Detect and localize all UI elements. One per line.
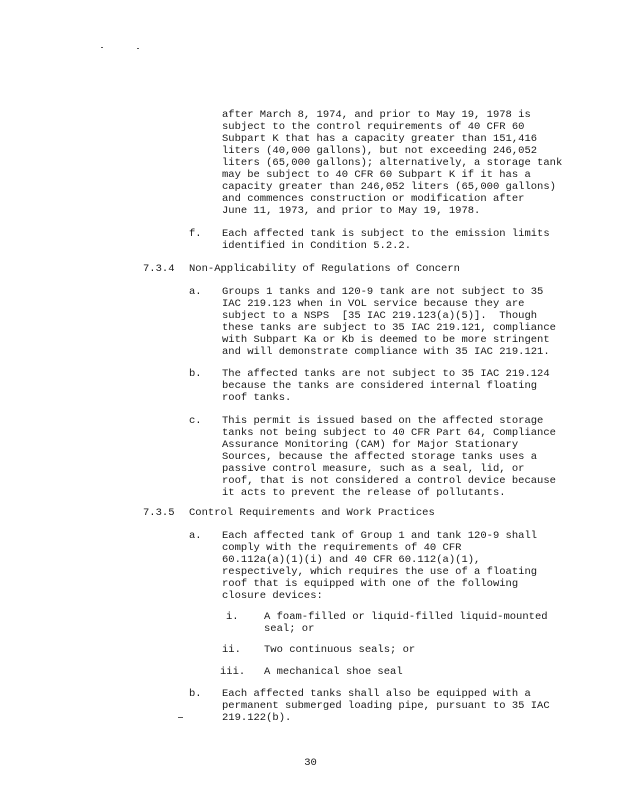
text-line: comply with the requirements of 40 CFR xyxy=(222,542,462,554)
section-number: 7.3.4 xyxy=(143,263,175,275)
item-marker: f. xyxy=(189,228,202,240)
text-line: roof that is equipped with one of the following xyxy=(222,578,519,590)
text-line: and commences construction or modification after xyxy=(222,193,525,205)
text-line: liters (65,000 gallons); alternatively, a storage tank xyxy=(222,157,563,169)
text-line: subject to a NSPS [35 IAC 219.123(a)(5)]. Though xyxy=(222,310,538,322)
scan-speck xyxy=(101,47,103,48)
text-line: may be subject to 40 CFR 60 Subpart K if it has a xyxy=(222,169,531,181)
text-line: because the tanks are considered internal floating xyxy=(222,380,538,392)
text-line: tanks not being subject to 40 CFR Part 64, Compliance xyxy=(222,427,556,439)
text-line: Subpart K that has a capacity greater than 151,416 xyxy=(222,133,538,145)
text-line: and will demonstrate compliance with 35 IAC 219.121. xyxy=(222,346,550,358)
text-line: Each affected tank is subject to the emission limits xyxy=(222,228,550,240)
text-line: it acts to prevent the release of pollutants. xyxy=(222,487,506,499)
text-line: after March 8, 1974, and prior to May 19, 1978 is xyxy=(222,109,531,121)
text-line: IAC 219.123 when in VOL service because they are xyxy=(222,298,525,310)
text-line: closure devices: xyxy=(222,590,323,602)
item-marker: iii. xyxy=(220,666,246,678)
text-line: Groups 1 tanks and 120-9 tank are not subject to 35 xyxy=(222,286,544,298)
text-line: capacity greater than 246,052 liters (65,000 gallons) xyxy=(222,181,556,193)
section-title: Control Requirements and Work Practices xyxy=(189,507,435,519)
item-marker: a. xyxy=(189,530,202,542)
text-line: 60.112a(a)(1)(i) and 40 CFR 60.112(a)(1), xyxy=(222,554,481,566)
page-number: 30 xyxy=(304,757,317,769)
text-line: Each affected tanks shall also be equipped with a xyxy=(222,688,531,700)
text-line: Assurance Monitoring (CAM) for Major Stationary xyxy=(222,439,519,451)
scan-speck xyxy=(137,48,139,49)
text-line: identified in Condition 5.2.2. xyxy=(222,240,412,252)
text-line: passive control measure, such as a seal, lid, or xyxy=(222,463,525,475)
scan-speck xyxy=(178,717,183,718)
text-line: liters (40,000 gallons), but not exceeding 246,052 xyxy=(222,145,538,157)
text-line: Two continuous seals; or xyxy=(264,644,416,656)
text-line: The affected tanks are not subject to 35 IAC 219.124 xyxy=(222,368,550,380)
text-line: these tanks are subject to 35 IAC 219.121, compliance xyxy=(222,322,556,334)
text-line: This permit is issued based on the affected storage xyxy=(222,415,544,427)
text-line: seal; or xyxy=(264,623,315,635)
item-marker: c. xyxy=(189,415,202,427)
section-title: Non-Applicability of Regulations of Concern xyxy=(189,263,460,275)
item-marker: ii. xyxy=(222,644,241,656)
text-line: Sources, because the affected storage tanks uses a xyxy=(222,451,538,463)
text-line: A mechanical shoe seal xyxy=(264,666,403,678)
text-line: Each affected tank of Group 1 and tank 120-9 shall xyxy=(222,530,538,542)
text-line: roof tanks. xyxy=(222,392,292,404)
section-number: 7.3.5 xyxy=(143,507,175,519)
text-line: respectively, which requires the use of a floating xyxy=(222,566,538,578)
text-line: June 11, 1973, and prior to May 19, 1978. xyxy=(222,205,481,217)
text-line: roof, that is not considered a control device because xyxy=(222,475,556,487)
text-line: subject to the control requirements of 40 CFR 60 xyxy=(222,121,525,133)
item-marker: a. xyxy=(189,286,202,298)
text-line: A foam-filled or liquid-filled liquid-mounted xyxy=(264,611,548,623)
text-line: with Subpart Ka or Kb is deemed to be more stringent xyxy=(222,334,550,346)
item-marker: i. xyxy=(226,611,239,623)
text-line: permanent submerged loading pipe, pursuant to 35 IAC xyxy=(222,700,550,712)
item-marker: b. xyxy=(189,368,202,380)
text-line: 219.122(b). xyxy=(222,712,292,724)
item-marker: b. xyxy=(189,688,202,700)
